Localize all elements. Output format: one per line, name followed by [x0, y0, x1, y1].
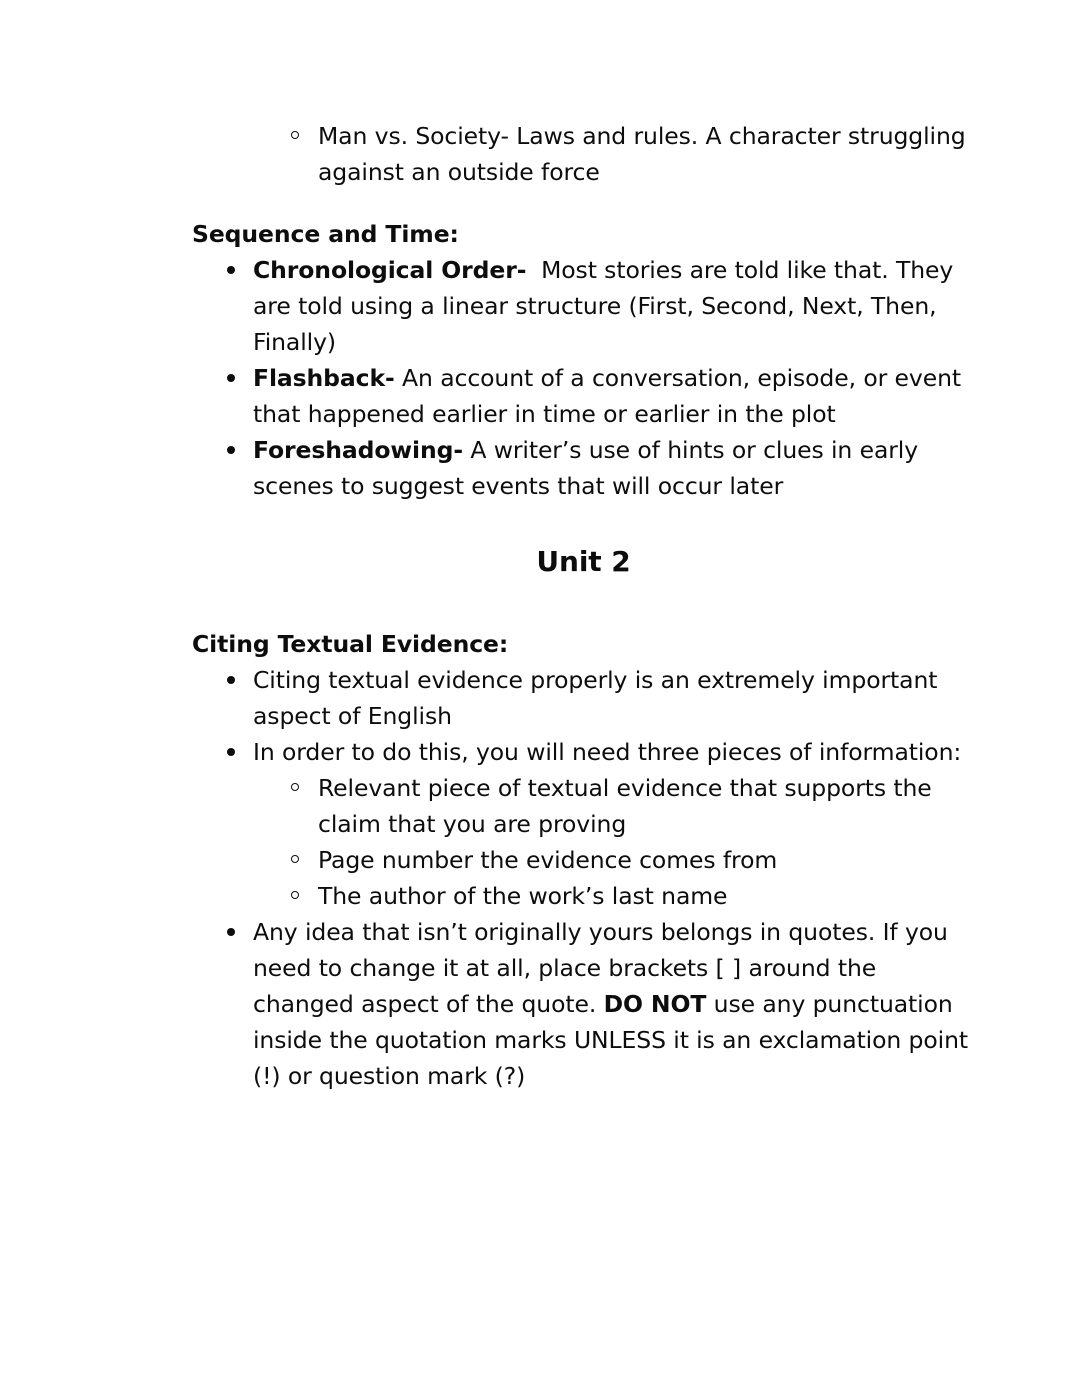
list-item: [192, 662, 982, 734]
hollow-circle-bullet-icon: [291, 131, 299, 139]
disc-bullet-icon: [227, 266, 235, 274]
list-item-text: [253, 914, 982, 1094]
list-item: [253, 770, 982, 842]
required-information-sub-list: [253, 770, 982, 914]
list-item-text: In order to do this, you will need three pieces of information:: [253, 738, 962, 766]
disc-bullet-icon: [227, 374, 235, 382]
list-item: [192, 432, 982, 504]
page-title-unit-2: Unit 2: [536, 545, 631, 578]
disc-bullet-icon: [227, 748, 235, 756]
sequence-and-time-list: [192, 252, 982, 504]
disc-bullet-icon: [227, 676, 235, 684]
list-item-text: The author of the work’s last name: [318, 882, 728, 910]
disc-bullet-icon: [227, 928, 235, 936]
list-item: [192, 360, 982, 432]
section-heading-citing-textual-evidence: Citing Textual Evidence:: [192, 630, 509, 658]
list-item-term: Foreshadowing-: [253, 436, 463, 464]
quotation-rule-emphasis: DO NOT: [603, 990, 707, 1018]
list-item-text: Relevant piece of textual evidence that supports the claim that you are proving: [318, 774, 940, 838]
orphan-sub-list: [192, 118, 982, 190]
quotation-rule-part-1: Any idea that isn’t originally yours belongs in quotes. If you need to change it at all, place brackets [ ] around the changed aspect of the quote.: [253, 918, 956, 1018]
spacer: [192, 504, 982, 544]
list-item-text: Man vs. Society- Laws and rules. A character struggling: [318, 122, 966, 150]
list-item-term: Flashback-: [253, 364, 395, 392]
list-item-term: Chronological Order-: [253, 256, 527, 284]
list-item: [253, 878, 982, 914]
list-item-text: [253, 432, 982, 504]
list-item: [192, 118, 982, 190]
list-item-definition: An account of a conversation, episode, or event that happened earlier in time or earlier in the plot: [253, 364, 969, 428]
section-heading-sequence-and-time: Sequence and Time:: [192, 220, 459, 248]
list-item-text: Citing textual evidence properly is an extremely important aspect of English: [253, 666, 945, 730]
document-content: [192, 118, 982, 1094]
list-item: [192, 252, 982, 360]
hollow-circle-bullet-icon: [291, 783, 299, 791]
hollow-circle-bullet-icon: [291, 891, 299, 899]
list-item-text: [253, 252, 982, 360]
hollow-circle-bullet-icon: [291, 855, 299, 863]
disc-bullet-icon: [227, 446, 235, 454]
list-item-text-continued: against an outside force: [318, 158, 600, 186]
citing-textual-evidence-list: [192, 662, 982, 1094]
quotation-rule-part-2: use any punctuation inside the quotation marks UNLESS it is an exclamation point (!) or question mark (?): [253, 990, 976, 1090]
list-item-text: [253, 360, 982, 432]
spacer: [192, 580, 982, 626]
list-item-text: Page number the evidence comes from: [318, 846, 778, 874]
spacer: [192, 190, 982, 216]
list-item: [253, 842, 982, 878]
list-item: [192, 914, 982, 1094]
list-item-definition: Most stories are told like that. They are told using a linear structure (First, Second, Next, Then, Finally): [253, 256, 961, 356]
list-item-definition: A writer’s use of hints or clues in early scenes to suggest events that will occur later: [253, 436, 926, 500]
list-item: [192, 734, 982, 914]
